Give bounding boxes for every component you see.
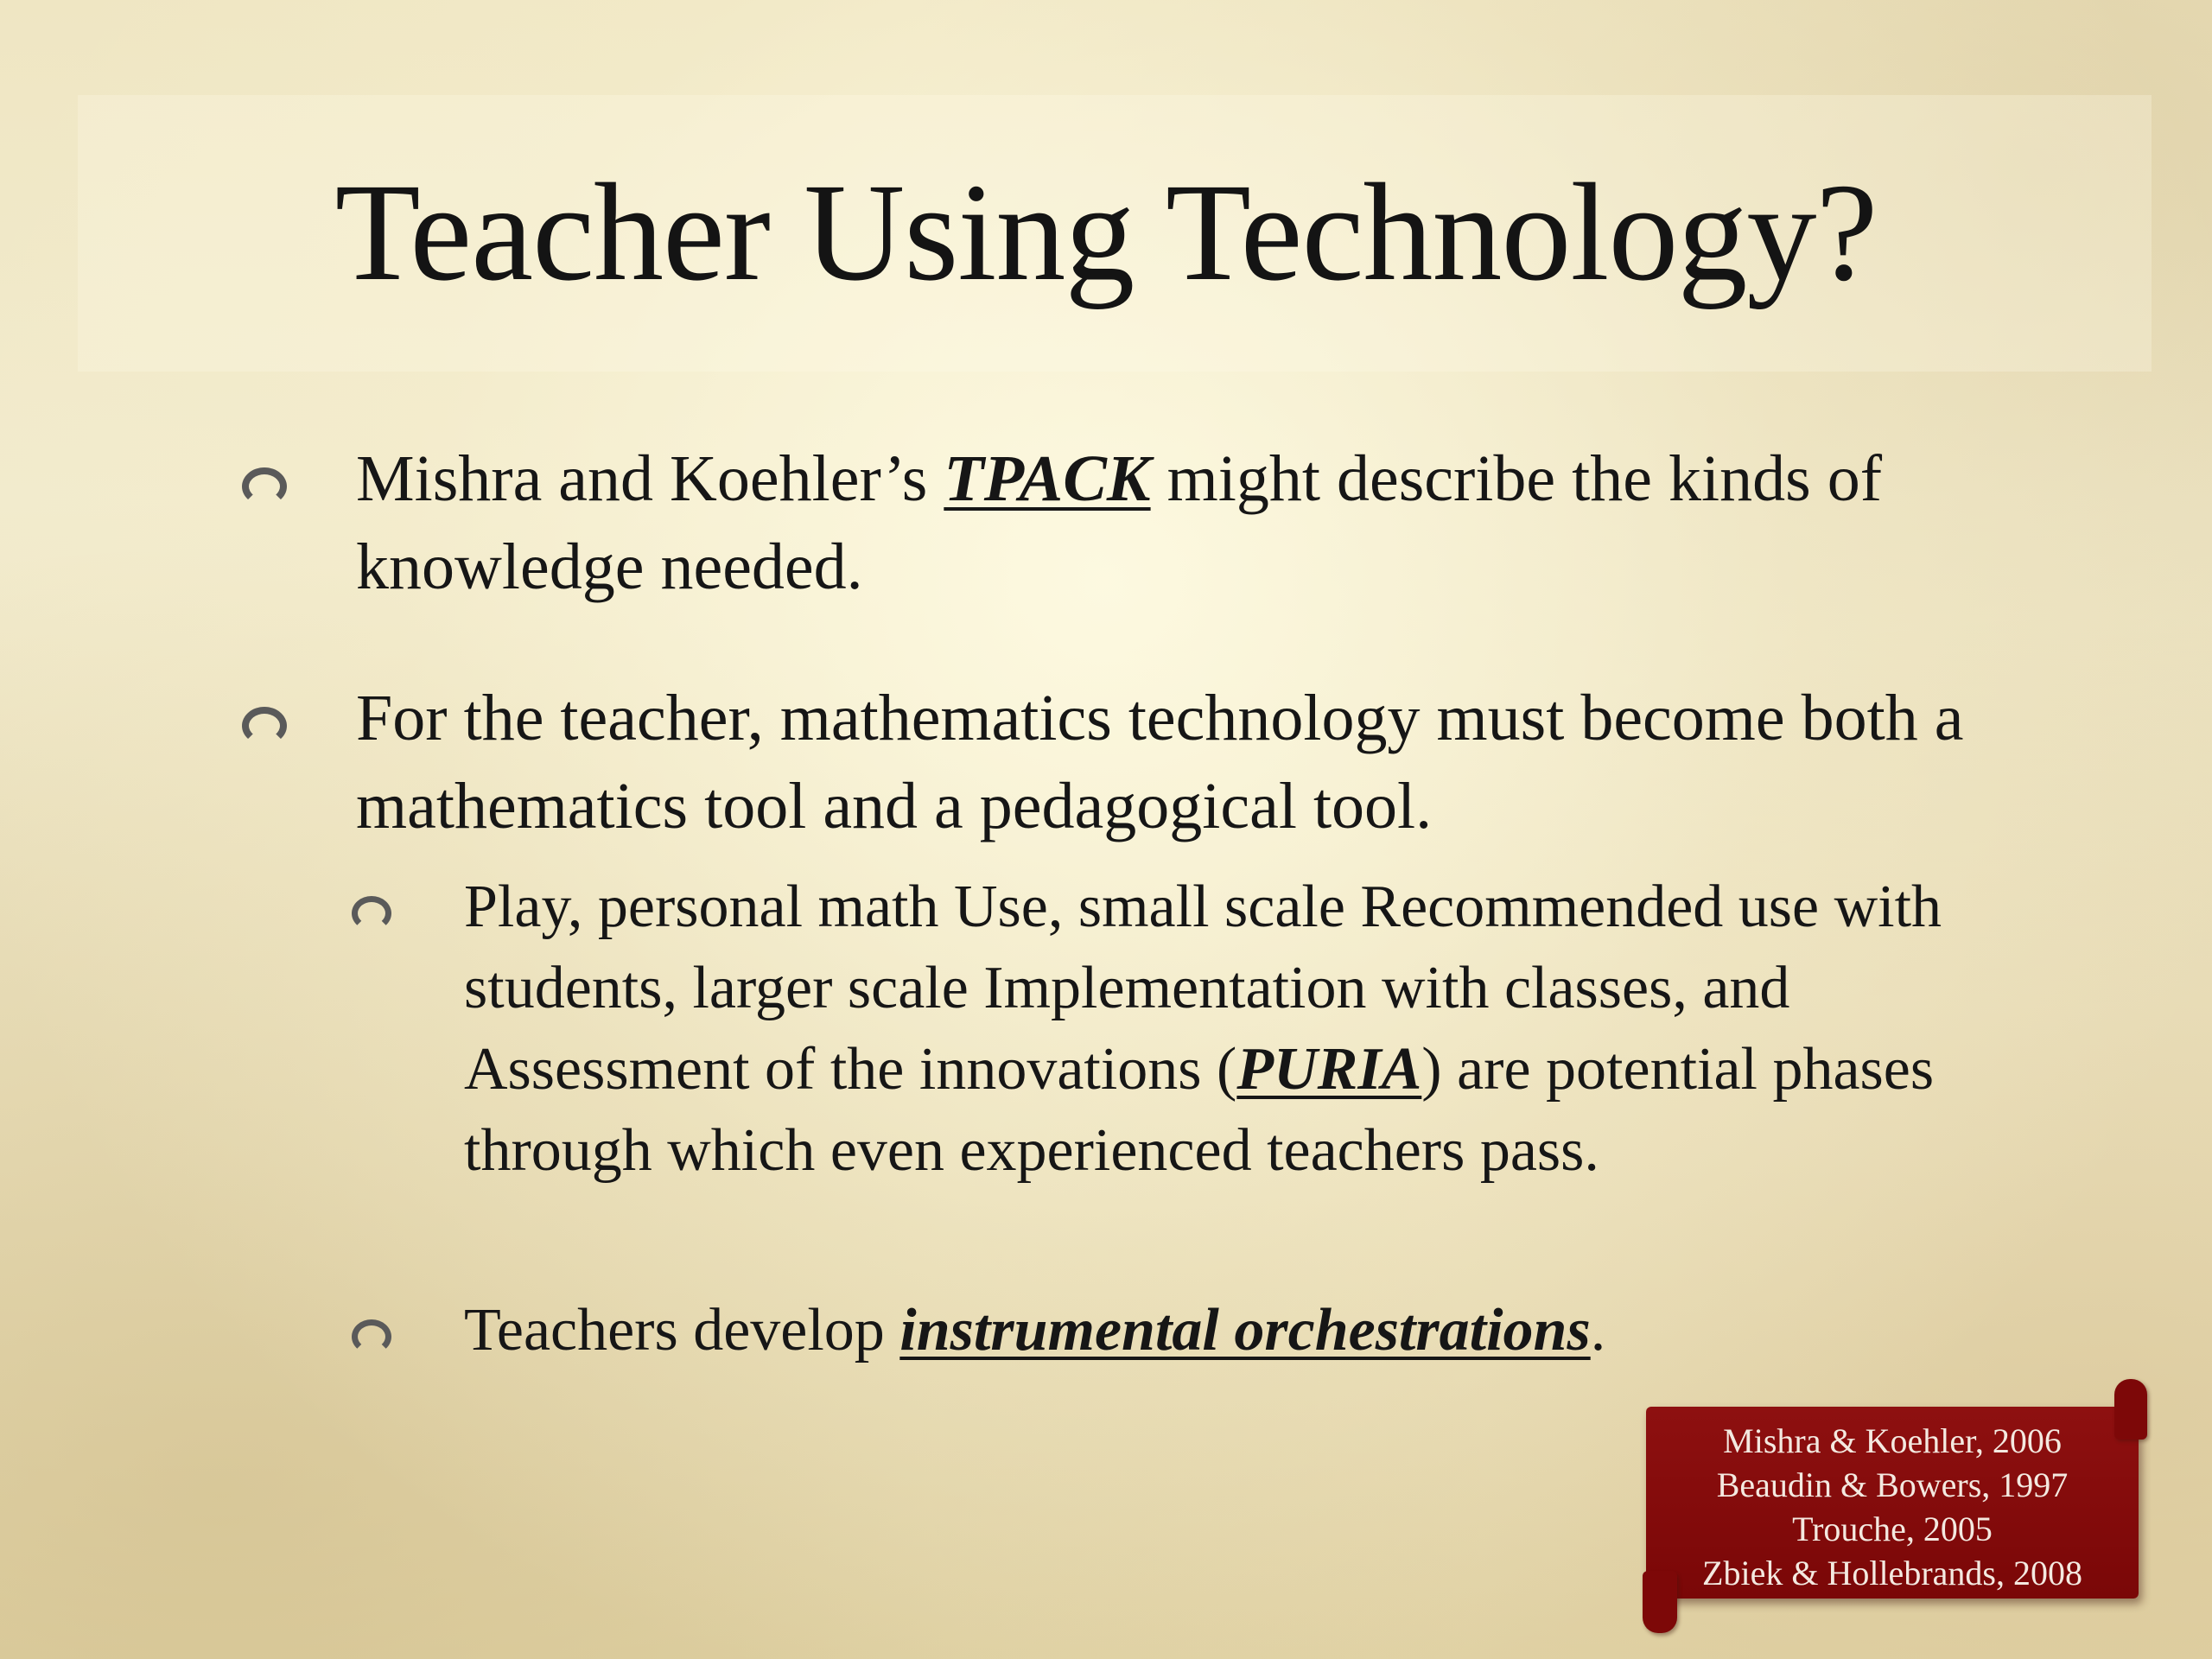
bullet-text: Teachers develop <box>464 1297 900 1363</box>
sub-bullet-item-puria <box>464 867 2011 1192</box>
bullet-text: might describe the kinds of knowledge needed. <box>356 442 1882 603</box>
open-circle-bullet-icon <box>352 896 391 931</box>
open-circle-bullet-icon <box>242 707 287 745</box>
bullet-text: . <box>1590 1297 1606 1363</box>
citation-line: Zbiek & Hollebrands, 2008 <box>1702 1554 2082 1592</box>
citation-line: Beaudin & Bowers, 1997 <box>1716 1465 2069 1504</box>
open-circle-bullet-icon <box>352 1319 391 1354</box>
citation-line: Mishra & Koehler, 2006 <box>1723 1421 2062 1460</box>
citation-line: Trouche, 2005 <box>1792 1510 1993 1548</box>
sub-bullet-item-orchestrations <box>464 1290 2011 1371</box>
slide-title: Teacher Using Technology? <box>334 156 1878 310</box>
bullet-text: Play, personal math Use, small scale Recommended use with students, larger scale Implementation with classes, and Assessment of the innovations ( <box>464 874 1942 1103</box>
bullet-text: Mishra and Koehler’s <box>356 442 944 515</box>
puria-term: PURIA <box>1236 1036 1422 1103</box>
bullet-text: ) are potential phases through which even experienced teachers pass. <box>464 1036 1935 1184</box>
bullet-item-teacher-tool <box>356 674 1998 850</box>
citation-scroll <box>1646 1407 2139 1599</box>
bullet-text: For the teacher, mathematics technology must become both a mathematics tool and a pedagogical tool. <box>356 682 1964 842</box>
orchestrations-term: instrumental orchestrations <box>899 1297 1591 1363</box>
open-circle-bullet-icon <box>242 467 287 505</box>
tpack-term: TPACK <box>944 442 1151 515</box>
bullet-item-tpack <box>356 435 1998 611</box>
